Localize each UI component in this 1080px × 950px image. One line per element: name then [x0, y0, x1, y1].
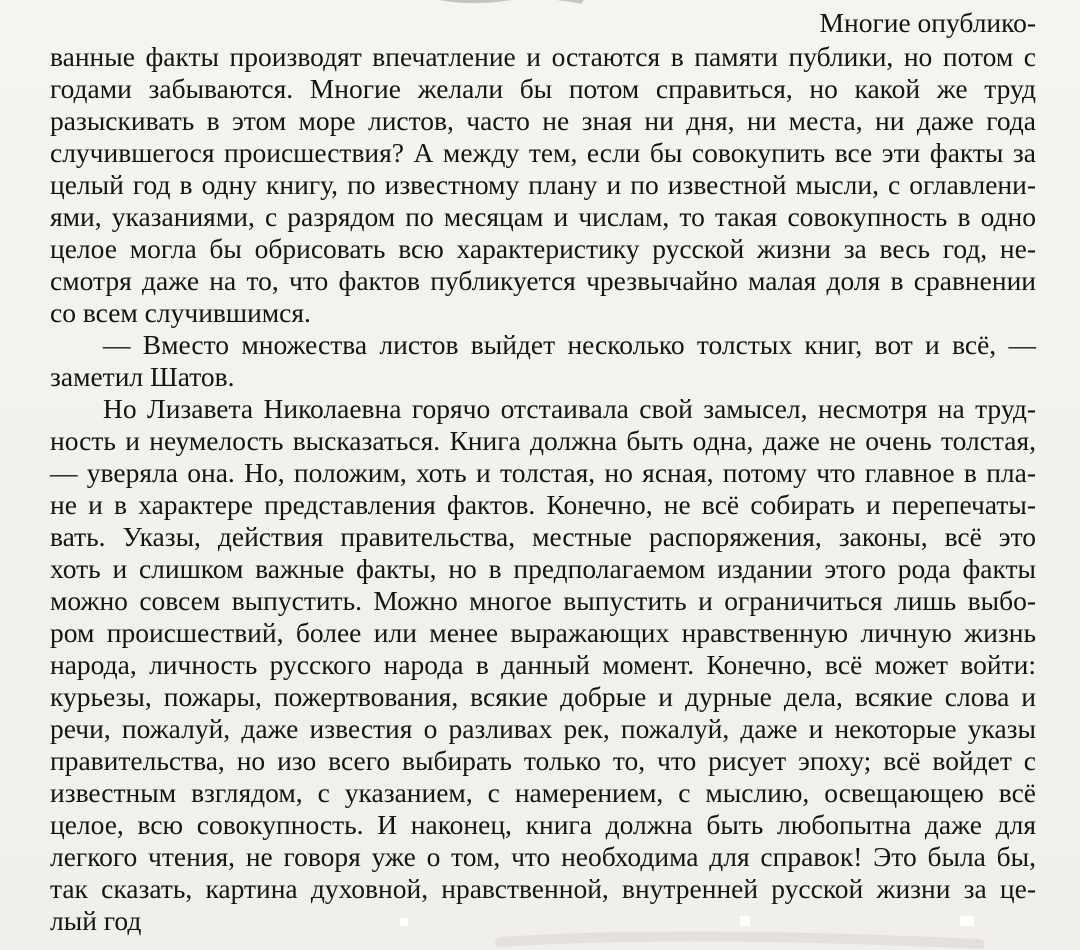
text-line: целое, всю совокупность. И наконец, книга должна быть любопытна даже для	[50, 809, 1036, 840]
text-line: хоть и слишком важные факты, но в предполагаемом издании этого рода факты	[50, 553, 1036, 584]
text-line: ром происшествий, более или менее выражающих нравственную личную жизнь	[50, 617, 1036, 648]
text-line: — Вместо множества листов выйдет несколько толстых книг, вот и всё, —	[103, 329, 1036, 360]
text-line: целый год в одну книгу, по известному плану и по известной мысли, с оглавлени-	[50, 169, 1036, 200]
text-line: разыскивать в этом море листов, часто не зная ни дня, ни места, ни даже года	[50, 105, 1036, 136]
text-line: заметил Шатов.	[50, 361, 235, 392]
text-line: целое могла бы обрисовать всю характеристику русской жизни за весь год, не-	[50, 233, 1036, 264]
text-line: Но Лизавета Николаевна горячо отстаивала свой замысел, несмотря на труд-	[103, 393, 1036, 424]
bottom-smudge-icon	[380, 912, 1020, 950]
text-line: случившегося происшествия? А между тем, если бы совокупить все эти факты за	[50, 137, 1036, 168]
text-line: годами забываются. Многие желали бы потом справиться, но какой же труд	[50, 73, 1036, 104]
text-line: лый год	[50, 905, 142, 936]
text-line: ями, указаниями, с разрядом по месяцам и числам, то такая совокупность в одно	[50, 201, 1036, 232]
text-line: со всем случившимся.	[50, 297, 311, 328]
text-line: народа, личность русского народа в данный момент. Конечно, всё может войти:	[50, 649, 1036, 680]
text-line: не и в характере представления фактов. Конечно, не всё собирать и перепечаты-	[50, 489, 1036, 520]
text-line: правительства, но изо всего выбирать только то, что рисует эпоху; всё войдет с	[50, 745, 1036, 776]
text-line: можно совсем выпустить. Можно многое выпустить и ограничиться лишь выбо-	[50, 585, 1036, 616]
text-line: легкого чтения, не говоря уже о том, что необходима для справок! Это была бы,	[50, 841, 1036, 872]
text-line: Многие опублико-	[819, 7, 1036, 38]
text-line: смотря даже на то, что фактов публикуется чрезвычайно малая доля в сравнении	[50, 265, 1036, 296]
text-line: ванные факты производят впечатление и остаются в памяти публики, но потом с	[50, 41, 1036, 72]
text-line: речи, пожалуй, даже известия о разливах рек, пожалуй, даже и некоторые указы	[50, 713, 1036, 744]
text-line: ность и неумелость высказаться. Книга должна быть одна, даже не очень толстая,	[50, 425, 1036, 456]
text-line: курьезы, пожары, пожертвования, всякие добрые и дурные дела, всякие слова и	[50, 681, 1036, 712]
text-line: так сказать, картина духовной, нравственной, внутренней русской жизни за це-	[50, 873, 1036, 904]
text-line: известным взглядом, с указанием, с намерением, с мыслию, освещающею всё	[50, 777, 1036, 808]
text-line: — уверяла она. Но, положим, хоть и толстая, но ясная, потому что главное в пла-	[50, 457, 1036, 488]
text-line: вать. Указы, действия правительства, местные распоряжения, законы, всё это	[50, 521, 1036, 552]
